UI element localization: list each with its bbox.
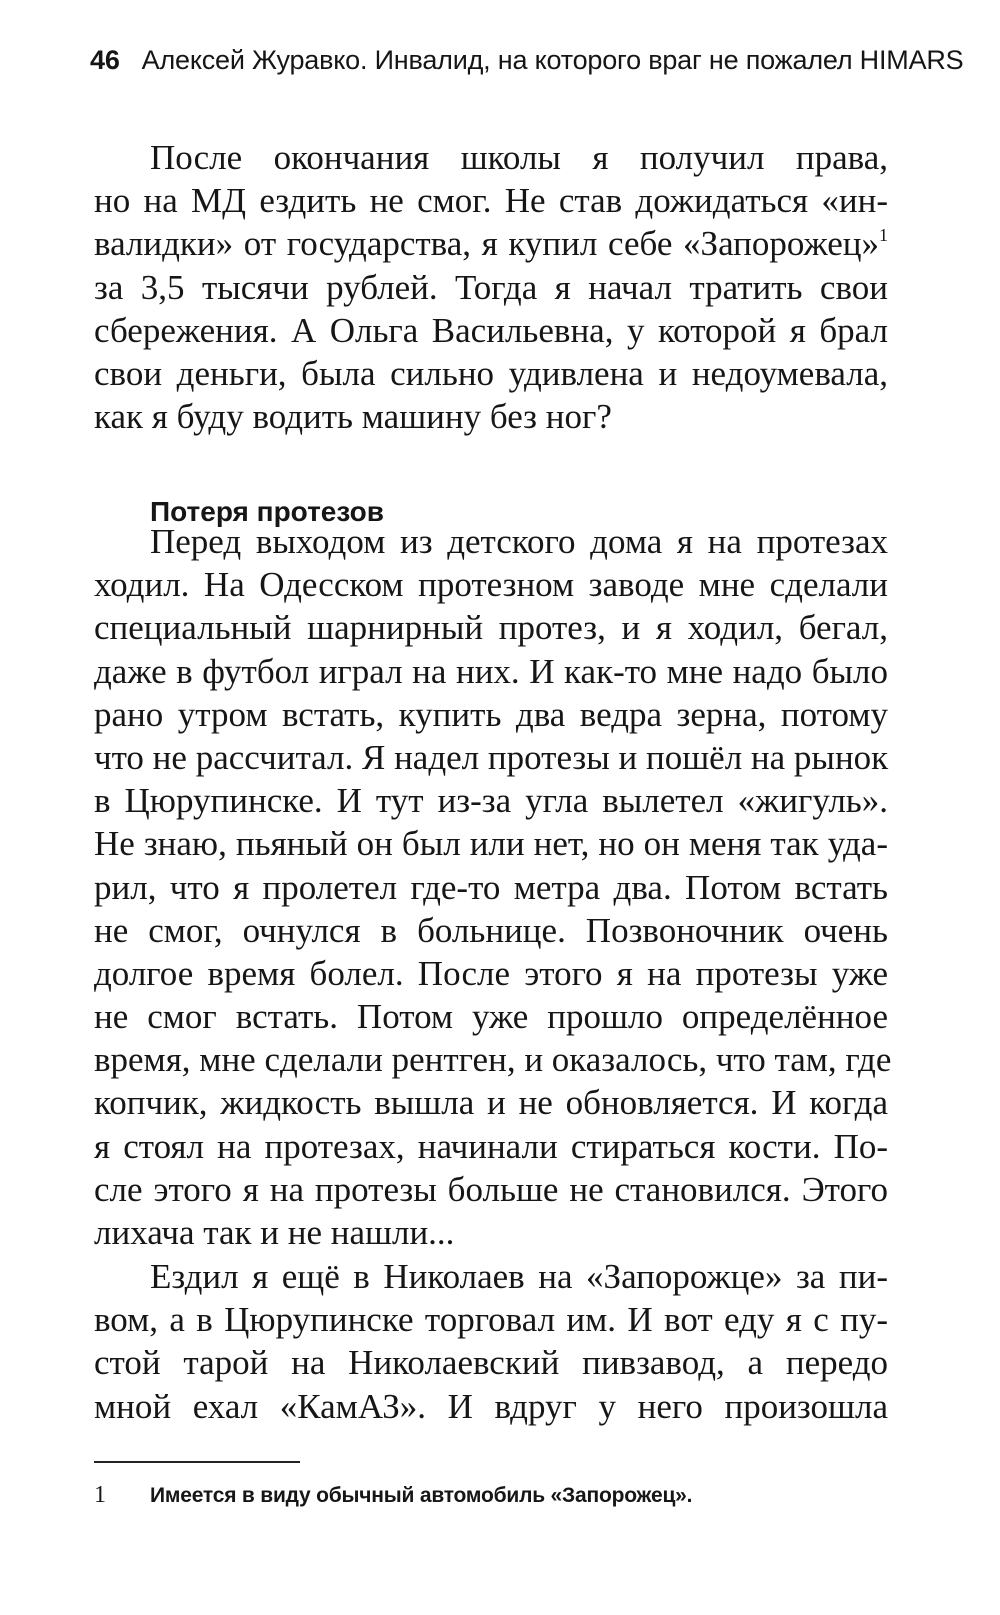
text-line: стой тарой на Николаевский пивзавод, а передо (94, 1343, 888, 1383)
text-line: как я буду водить машину без ног? (94, 397, 612, 437)
text-line: рано утром встать, купить два ведра зерна, потому (94, 694, 888, 734)
text-line: время, мне сделали рентген, и оказалось, что там, где (94, 1040, 892, 1080)
text-line: специальный шарнирный протез, и я ходил, бегал, (94, 608, 888, 648)
footnote-number: 1 (94, 1482, 106, 1508)
text-line-content: валидки» от государства, я купил себе «Запорожец» (94, 224, 879, 264)
text-line (94, 222, 888, 265)
text-line: но на МД ездить не смог. Не став дожидаться «ин- (94, 181, 888, 221)
text-line: в Цюрупинске. И тут из-за угла вылетел «жигуль». (94, 781, 888, 821)
text-line: не смог, очнулся в больнице. Позвоночник очень (94, 910, 888, 950)
text-line: сбережения. А Ольга Васильевна, у которой я брал (94, 310, 888, 350)
text-line: за 3,5 тысячи рублей. Тогда я начал тратить свои (94, 267, 888, 307)
paragraph-3 (94, 1255, 888, 1428)
text-line: лихача так и не нашли... (94, 1213, 455, 1252)
text-line: что не рассчитал. Я надел протезы и пошёл на рынок (94, 737, 889, 777)
running-header (90, 42, 964, 78)
page-number: 46 (90, 45, 120, 75)
paragraph-1 (94, 136, 888, 438)
text-line: вом, а в Цюрупинске торговал им. И вот еду я с пу- (94, 1300, 888, 1340)
footnote-divider (94, 1461, 300, 1463)
text-line: сле этого я на протезы больше не становился. Этого (94, 1169, 888, 1209)
text-line: мной ехал «КамАЗ». И вдруг у него произошла (94, 1386, 888, 1426)
text-line: даже в футбол играл на них. И как-то мне надо было (94, 651, 888, 691)
text-line: Ездил я ещё в Николаев на «Запорожце» за пи- (150, 1257, 888, 1296)
text-line: долгое время болел. После этого я на протезы уже (94, 953, 888, 993)
text-line: я стоял на протезах, начинали стираться кости. По- (94, 1126, 888, 1166)
paragraph-2 (94, 520, 892, 1254)
footnote-text: Имеется в виду обычный автомобиль «Запорожец». (150, 1484, 693, 1507)
footnote-reference[interactable]: 1 (879, 225, 888, 246)
text-line: Перед выходом из детского дома я на протезах (150, 522, 888, 561)
text-line: не смог встать. Потом уже прошло определённое (94, 997, 888, 1037)
text-line: рил, что я пролетел где-то метра два. Потом встать (94, 867, 888, 907)
running-title: Алексей Журавко. Инвалид, на которого враг не пожалел HIMARS (141, 45, 964, 75)
text-line: копчик, жидкость вышла и не обновляется. И когда (94, 1083, 888, 1123)
text-line: ходил. На Одесском протезном заводе мне сделали (94, 565, 888, 605)
section-heading: Потеря протезов (150, 496, 384, 527)
text-line: Не знаю, пьяный он был или нет, но он меня так уда- (94, 824, 888, 864)
footnote (94, 1480, 894, 1511)
text-line: свои деньги, была сильно удивлена и недоумевала, (94, 353, 888, 393)
text-line: После окончания школы я получил права, (150, 138, 888, 177)
